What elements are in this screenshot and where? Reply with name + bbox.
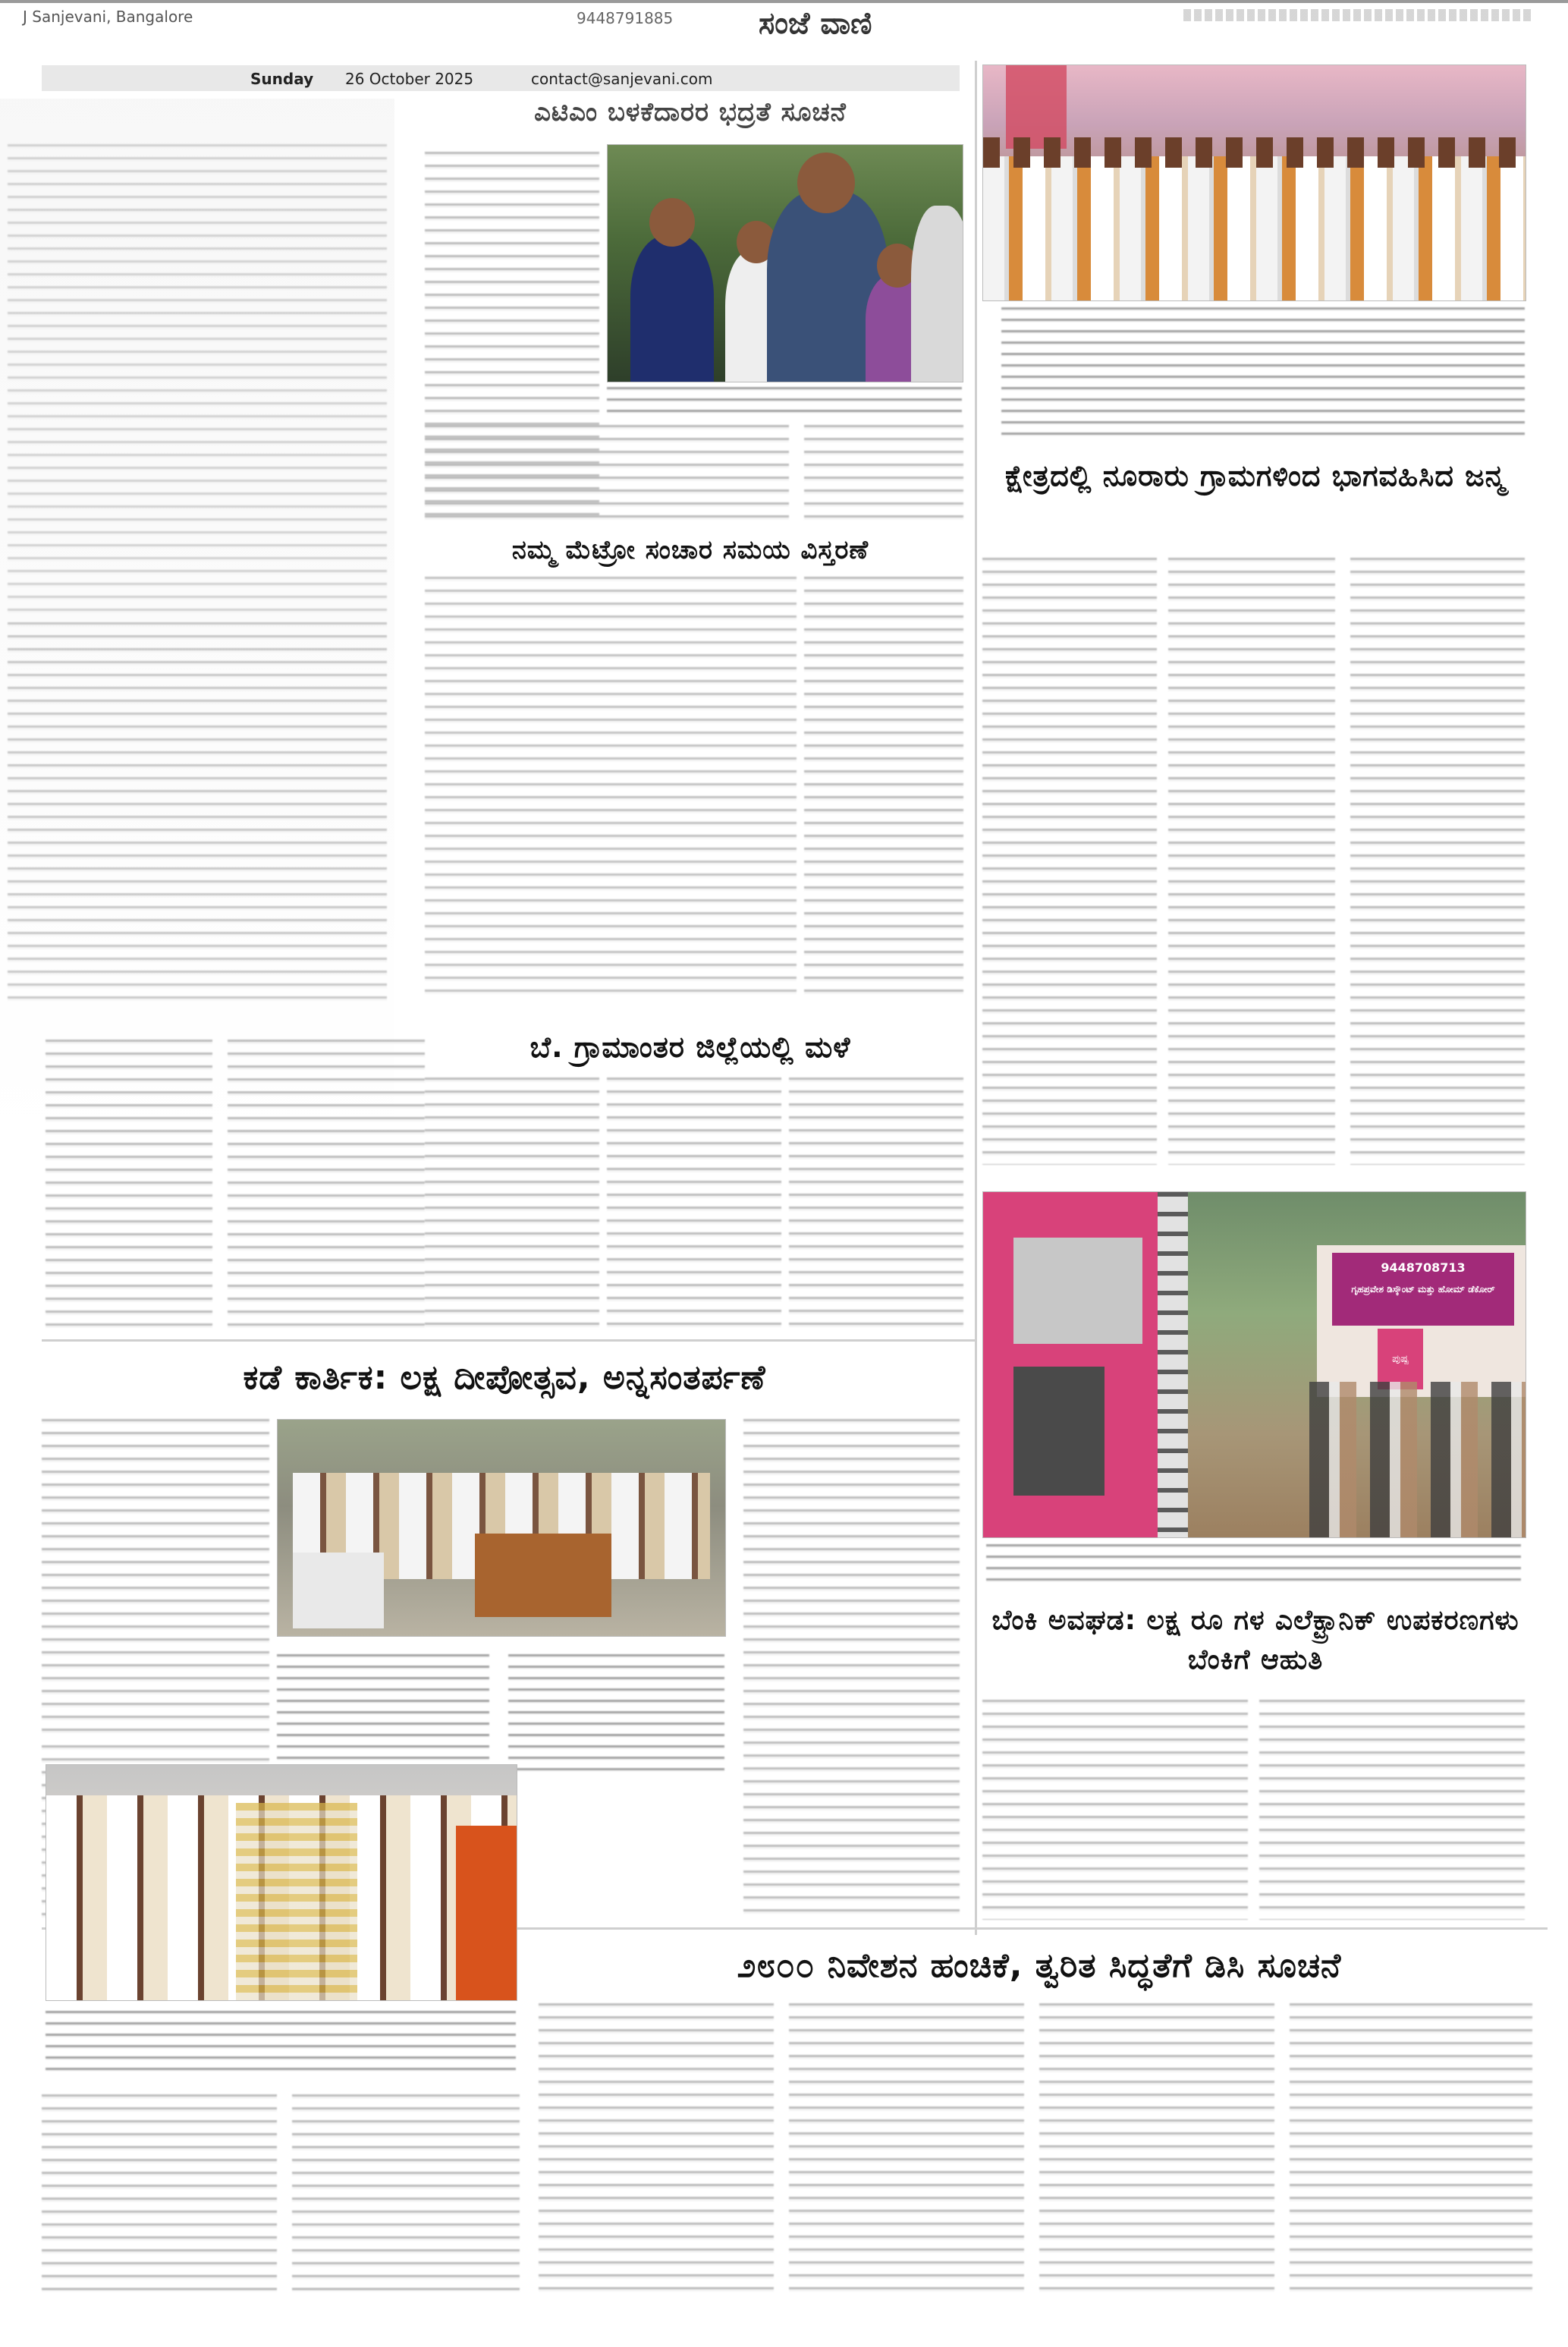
deepotsava-text-2	[743, 1419, 960, 1920]
mid-text-1	[425, 577, 797, 1002]
ad-label: ಪುಷ್ಪ	[1378, 1329, 1423, 1389]
top-border	[0, 0, 1568, 3]
bottom-text-4	[1290, 2003, 1532, 2292]
meeting-caption-1	[277, 1654, 489, 1776]
masthead-date: 26 October 2025	[345, 70, 474, 88]
mid-text-2	[804, 577, 963, 1002]
saffron-robe	[456, 1826, 517, 2000]
section-divider	[42, 1339, 975, 1342]
dk-photo	[607, 144, 963, 382]
deepotsava-text-1	[42, 1419, 269, 1738]
felicitation-caption	[46, 2011, 516, 2072]
meeting-photo	[277, 1419, 726, 1637]
paper-name: ಸಂಜೆ ವಾಣಿ	[759, 6, 872, 41]
bottom-text-1	[539, 2003, 774, 2292]
ghost-text-block	[8, 144, 387, 615]
deepotsava-headline: ಕಡೆ ಕಾರ್ತಿಕ: ಲಕ್ಷ ದೀಪೋತ್ಸವ, ಅನ್ನಸಂತರ್ಪಣೆ	[243, 1358, 766, 1397]
masthead-contact: contact@sanjevani.com	[531, 70, 713, 88]
ad-phone: 9448708713	[1381, 1260, 1466, 1275]
gathering-caption	[1001, 307, 1525, 444]
ad-line: ಗೃಹಪ್ರವೇಶ ಡಿಸ್ಕೌಂಟ್ ಮತ್ತು ಹೋಮ್ ಡೆಕೋರ್	[1351, 1284, 1495, 1295]
rain-text-1	[425, 1078, 599, 1328]
top-mid-headline: ಎಟಿಎಂ ಬಳಕೆದಾರರ ಭದ್ರತೆ ಸೂಚನೆ	[534, 97, 847, 127]
ward-text-2	[1168, 558, 1335, 1165]
masthead-day: Sunday	[250, 70, 314, 88]
top-mid-text-3	[804, 425, 963, 524]
left-column-text-1	[46, 1040, 212, 1328]
felicitation-text-1	[42, 2094, 277, 2292]
masthead-right-strip	[1183, 9, 1532, 21]
rain-text-2	[607, 1078, 781, 1328]
dateline-bar	[42, 65, 960, 91]
shop-sign	[1332, 1253, 1514, 1326]
ward-text-1	[982, 558, 1157, 1165]
fire-headline: ಬೆಂಕಿ ಅವಘಡ: ಲಕ್ಷ ರೂ ಗಳ ಎಲೆಕ್ಟ್ರಾನಿಕ್ ಉಪಕರಣಗಳು ಬೆಂಕಿಗೆ ಆಹುತಿ	[991, 1605, 1519, 1675]
rain-text-3	[789, 1078, 963, 1328]
mid-headline: ನಮ್ಮ ಮೆಟ್ರೋ ಸಂಚಾರ ಸಮಯ ವಿಸ್ತರಣೆ	[511, 535, 869, 565]
fire-photo	[982, 1191, 1526, 1538]
dk-photo-caption	[607, 387, 962, 414]
bottom-text-2	[789, 2003, 1024, 2292]
fire-text-1	[982, 1700, 1248, 1920]
masthead-place: J Sanjevani, Bangalore	[23, 8, 193, 26]
top-mid-text-2	[425, 425, 789, 524]
bottom-margin	[0, 2307, 1568, 2347]
left-column-text-2	[228, 1040, 425, 1328]
felicitation-text-2	[292, 2094, 520, 2292]
masthead-phone: 9448791885	[577, 9, 674, 27]
left-article-text	[8, 622, 387, 1002]
bottom-text-3	[1039, 2003, 1274, 2292]
meeting-table	[475, 1534, 611, 1617]
garlands	[236, 1803, 357, 2000]
gathering-photo	[982, 64, 1526, 301]
ward-text-3	[1350, 558, 1525, 1165]
bottom-headline: ೨೮೦೦ ನಿವೇಶನ ಹಂಚಿಕೆ, ತ್ವರಿತ ಸಿದ್ಧತೆಗೆ ಡಿಸಿ ಸೂಚನೆ	[737, 1946, 1342, 1985]
meeting-caption-2	[508, 1654, 724, 1776]
column-divider	[975, 61, 977, 1935]
fire-text-2	[1259, 1700, 1525, 1920]
ward-headline: ಕ್ಷೇತ್ರದಲ್ಲಿ ನೂರಾರು ಗ್ರಾಮಗಳಿಂದ ಭಾಗವಹಿಸಿದ ಜನ್ಮ	[1005, 459, 1506, 492]
rain-headline: ಬೆ. ಗ್ರಾಮಾಂತರ ಜಿಲ್ಲೆಯಲ್ಲಿ ಮಳೆ	[529, 1030, 851, 1064]
fire-caption	[986, 1544, 1521, 1586]
felicitation-photo	[46, 1764, 517, 2001]
